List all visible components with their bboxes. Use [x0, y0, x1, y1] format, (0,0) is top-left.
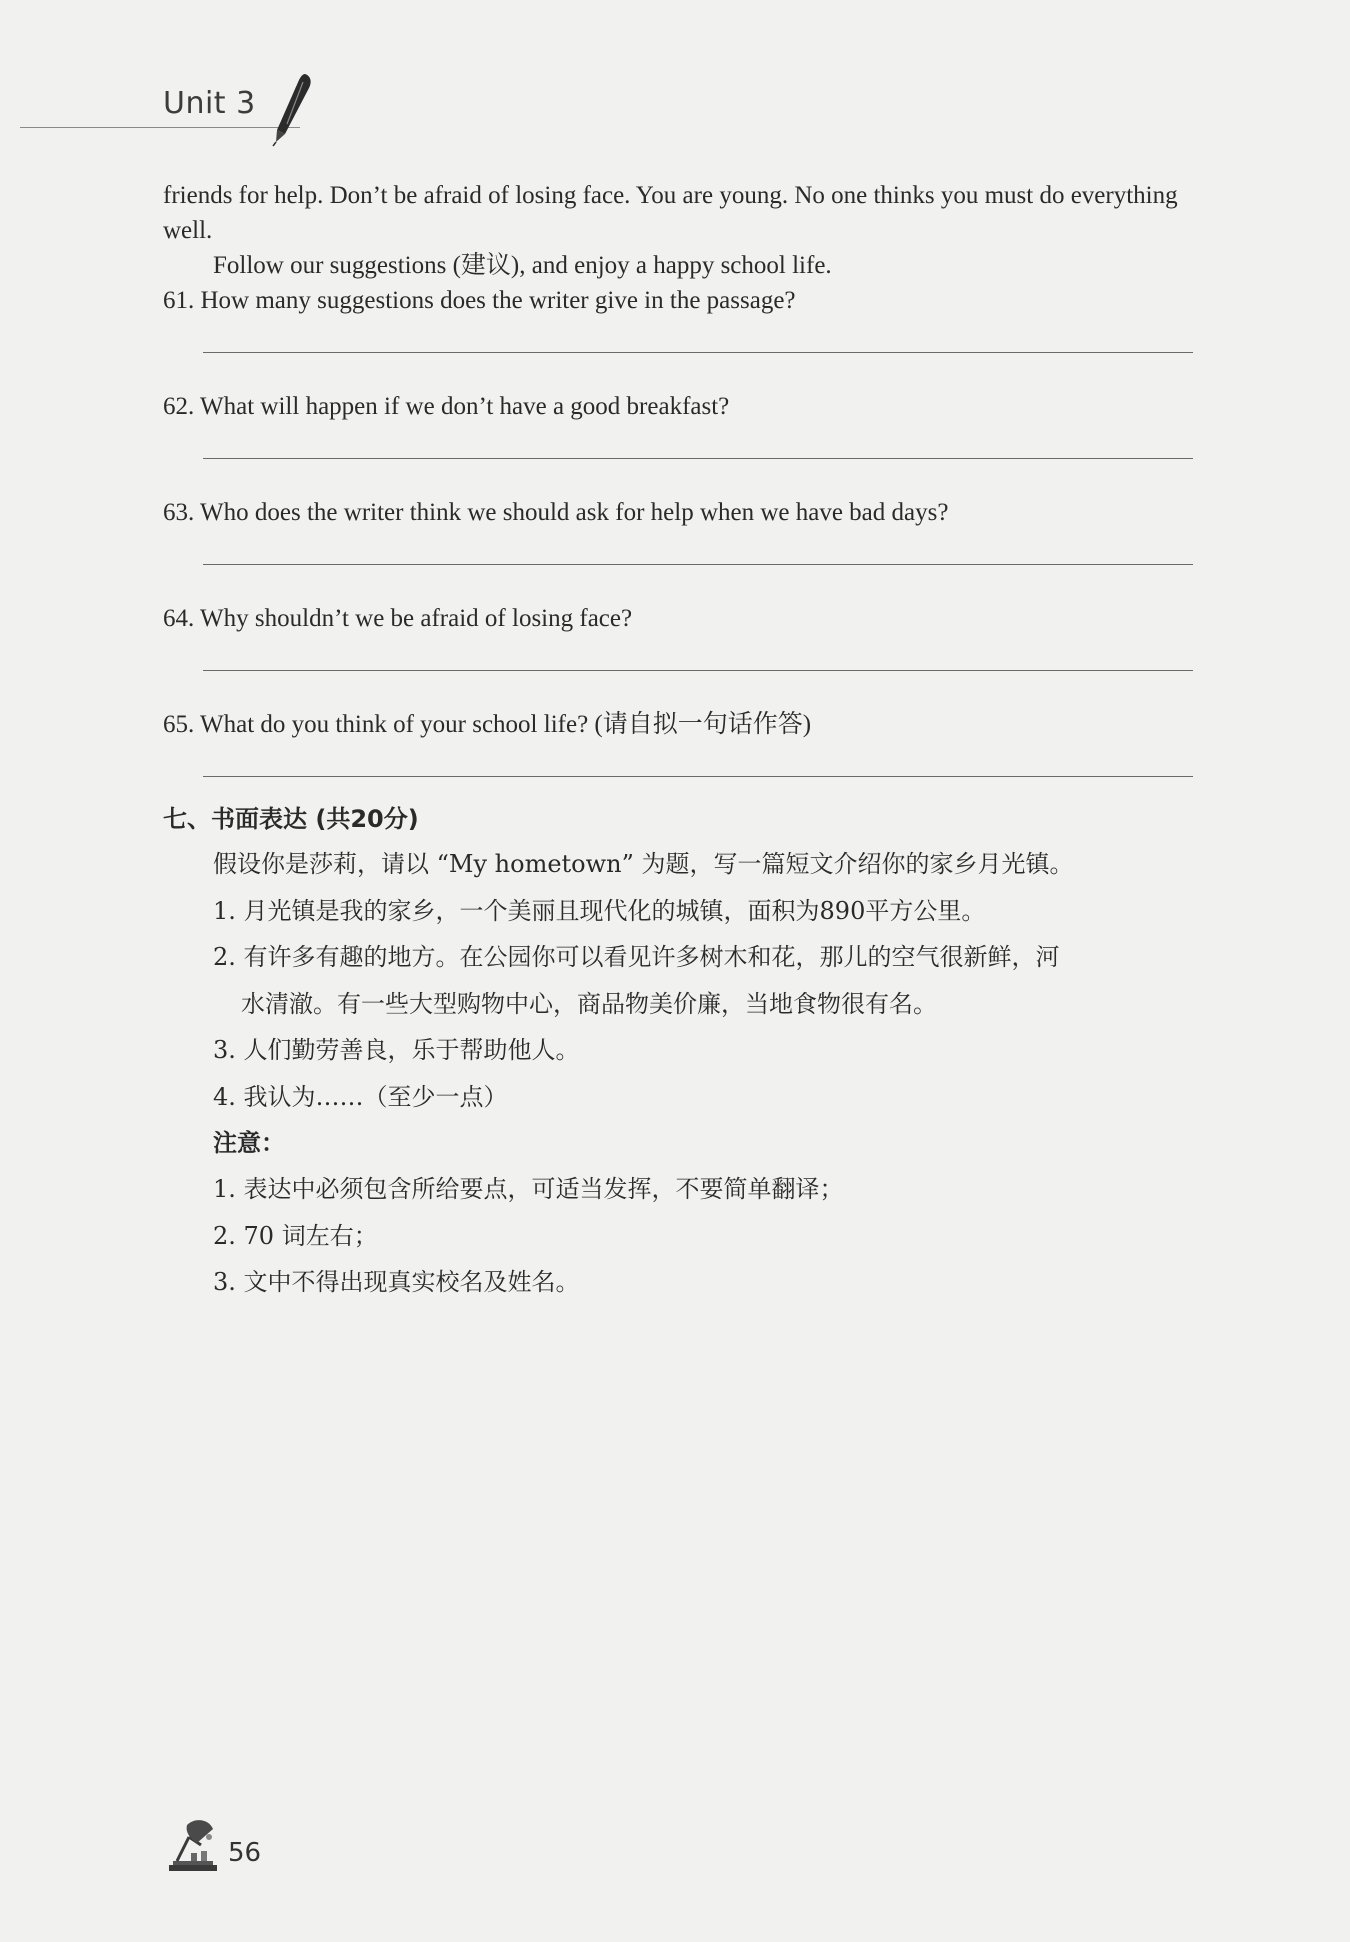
- note-3: 3. 文中不得出现真实校名及姓名。: [213, 1268, 580, 1296]
- answer-line-61[interactable]: [203, 352, 1193, 353]
- writing-intro: 假设你是莎莉，请以 “My hometown” 为题，写一篇短文介绍你的家乡月光镇。: [213, 850, 1074, 878]
- note-1: 1. 表达中必须包含所给要点，可适当发挥，不要简单翻译；: [213, 1175, 844, 1203]
- question-64: 64. Why shouldn’t we be afraid of losing face?: [163, 605, 633, 632]
- writing-section-title: 七、书面表达 (共20分): [163, 805, 419, 833]
- writing-point-4: 4. 我认为……（至少一点）: [213, 1082, 508, 1111]
- unit-title: Unit 3: [163, 86, 256, 121]
- passage-line: friends for help. Don’t be afraid of losing face. You are young. No one thinks you must do everything well.: [163, 182, 1178, 244]
- note-2: 2. 70 词左右；: [213, 1221, 378, 1250]
- answer-line-65[interactable]: [203, 776, 1193, 777]
- writing-point-2-continued: 水清澈。有一些大型购物中心，商品物美价廉，当地食物很有名。: [241, 989, 937, 1018]
- question-63: 63. Who does the writer think we should ask for help when we have bad days?: [163, 499, 949, 526]
- passage-line: Follow our suggestions (建议), and enjoy a happy school life.: [213, 252, 832, 279]
- answer-line-64[interactable]: [203, 670, 1193, 671]
- header-rule: [20, 127, 300, 128]
- page-content: [163, 178, 1193, 1306]
- answer-line-63[interactable]: [203, 564, 1193, 565]
- page-number: 56: [228, 1838, 262, 1868]
- writing-point-1: 1. 月光镇是我的家乡，一个美丽且现代化的城镇，面积为890平方公里。: [213, 896, 986, 925]
- writing-point-3: 3. 人们勤劳善良，乐于帮助他人。: [213, 1036, 580, 1064]
- desk-lamp-icon: [163, 1815, 223, 1875]
- writing-point-2: 2. 有许多有趣的地方。在公园你可以看见许多树木和花，那儿的空气很新鲜，河: [213, 943, 1060, 971]
- note-title: 注意：: [213, 1129, 285, 1157]
- question-61: 61. How many suggestions does the writer give in the passage?: [163, 287, 796, 314]
- question-65: 65. What do you think of your school life? (请自拟一句话作答): [163, 711, 812, 738]
- answer-line-62[interactable]: [203, 458, 1193, 459]
- question-62: 62. What will happen if we don’t have a good breakfast?: [163, 393, 730, 420]
- pen-icon: [265, 72, 315, 147]
